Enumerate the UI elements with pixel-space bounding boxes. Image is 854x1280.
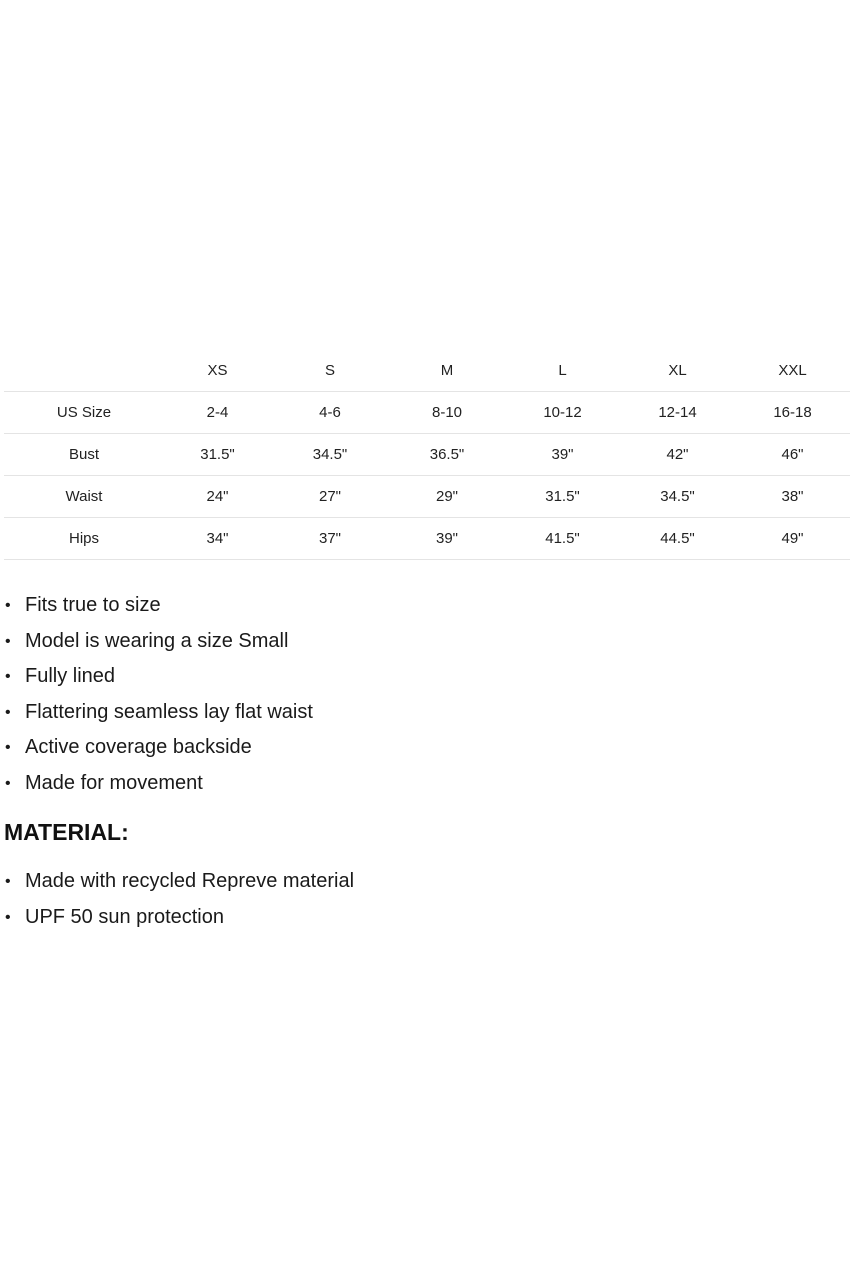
feature-text: Fully lined bbox=[25, 665, 116, 688]
size-chart-row bbox=[4, 476, 850, 518]
material-list bbox=[0, 864, 354, 935]
material-text: UPF 50 sun protection bbox=[25, 905, 224, 928]
measurement-value: 49" bbox=[781, 530, 804, 547]
measurement-value: 36.5" bbox=[429, 446, 465, 463]
list-item bbox=[0, 624, 313, 660]
measurement-value: 24" bbox=[206, 488, 229, 505]
size-column-header: M bbox=[440, 362, 454, 379]
measurement-value: 44.5" bbox=[660, 530, 695, 547]
list-item bbox=[0, 659, 313, 695]
measurement-value: 16-18 bbox=[773, 404, 812, 421]
bullet-icon: • bbox=[5, 774, 11, 792]
list-item bbox=[0, 900, 354, 936]
measurement-value: 41.5" bbox=[545, 530, 580, 547]
size-chart-corner-cell bbox=[4, 350, 164, 392]
measurement-value: 46" bbox=[781, 446, 804, 463]
size-column-header: XS bbox=[207, 362, 228, 379]
bullet-icon: • bbox=[5, 668, 11, 686]
feature-text: Fits true to size bbox=[25, 594, 161, 616]
measurement-label: Bust bbox=[68, 446, 99, 463]
size-column-header: XL bbox=[668, 362, 687, 379]
measurement-value: 31.5" bbox=[545, 488, 580, 505]
bullet-icon: • bbox=[5, 597, 11, 614]
measurement-label: Hips bbox=[68, 530, 99, 547]
feature-text: Made for movement bbox=[25, 771, 203, 794]
material-heading: MATERIAL: bbox=[4, 819, 129, 845]
measurement-value: 12-14 bbox=[658, 404, 697, 421]
list-item bbox=[0, 766, 313, 802]
material-text: Made with recycled Repreve material bbox=[25, 870, 355, 892]
measurement-value: 37" bbox=[318, 530, 341, 547]
feature-text: Active coverage backside bbox=[25, 736, 252, 759]
bullet-icon: • bbox=[5, 703, 11, 721]
measurement-value: 27" bbox=[318, 488, 341, 505]
size-column-header: XXL bbox=[778, 362, 807, 379]
measurement-value: 31.5" bbox=[200, 446, 235, 463]
size-column-header: S bbox=[324, 362, 335, 379]
list-item bbox=[0, 695, 313, 731]
measurement-value: 8-10 bbox=[431, 404, 463, 421]
measurement-label: Waist bbox=[65, 488, 103, 505]
feature-text: Flattering seamless lay flat waist bbox=[25, 700, 313, 723]
list-item bbox=[0, 730, 313, 766]
measurement-value: 38" bbox=[781, 488, 804, 505]
measurement-value: 34.5" bbox=[660, 488, 695, 505]
bullet-icon: • bbox=[5, 873, 11, 890]
bullet-icon: • bbox=[5, 908, 11, 926]
measurement-value: 10-12 bbox=[543, 404, 582, 421]
measurement-value: 39" bbox=[435, 530, 458, 547]
measurement-value: 34.5" bbox=[312, 446, 348, 463]
list-item bbox=[0, 588, 313, 624]
list-item bbox=[0, 864, 354, 900]
measurement-label: US Size bbox=[56, 404, 112, 421]
measurement-value: 29" bbox=[435, 488, 458, 505]
measurement-value: 34" bbox=[206, 530, 229, 547]
measurement-value: 39" bbox=[551, 446, 574, 463]
measurement-value: 42" bbox=[666, 446, 689, 463]
feature-text: Model is wearing a size Small bbox=[25, 629, 289, 652]
measurement-value: 2-4 bbox=[206, 404, 229, 421]
size-chart-row bbox=[4, 392, 850, 434]
size-chart-header-row bbox=[4, 350, 850, 392]
features-list bbox=[0, 588, 313, 802]
size-column-header: L bbox=[558, 362, 567, 379]
bullet-icon: • bbox=[5, 739, 11, 757]
size-chart-table bbox=[4, 350, 850, 560]
measurement-value: 4-6 bbox=[319, 404, 341, 421]
size-chart-row bbox=[4, 434, 850, 476]
bullet-icon: • bbox=[5, 632, 11, 650]
size-chart-row bbox=[4, 518, 850, 560]
